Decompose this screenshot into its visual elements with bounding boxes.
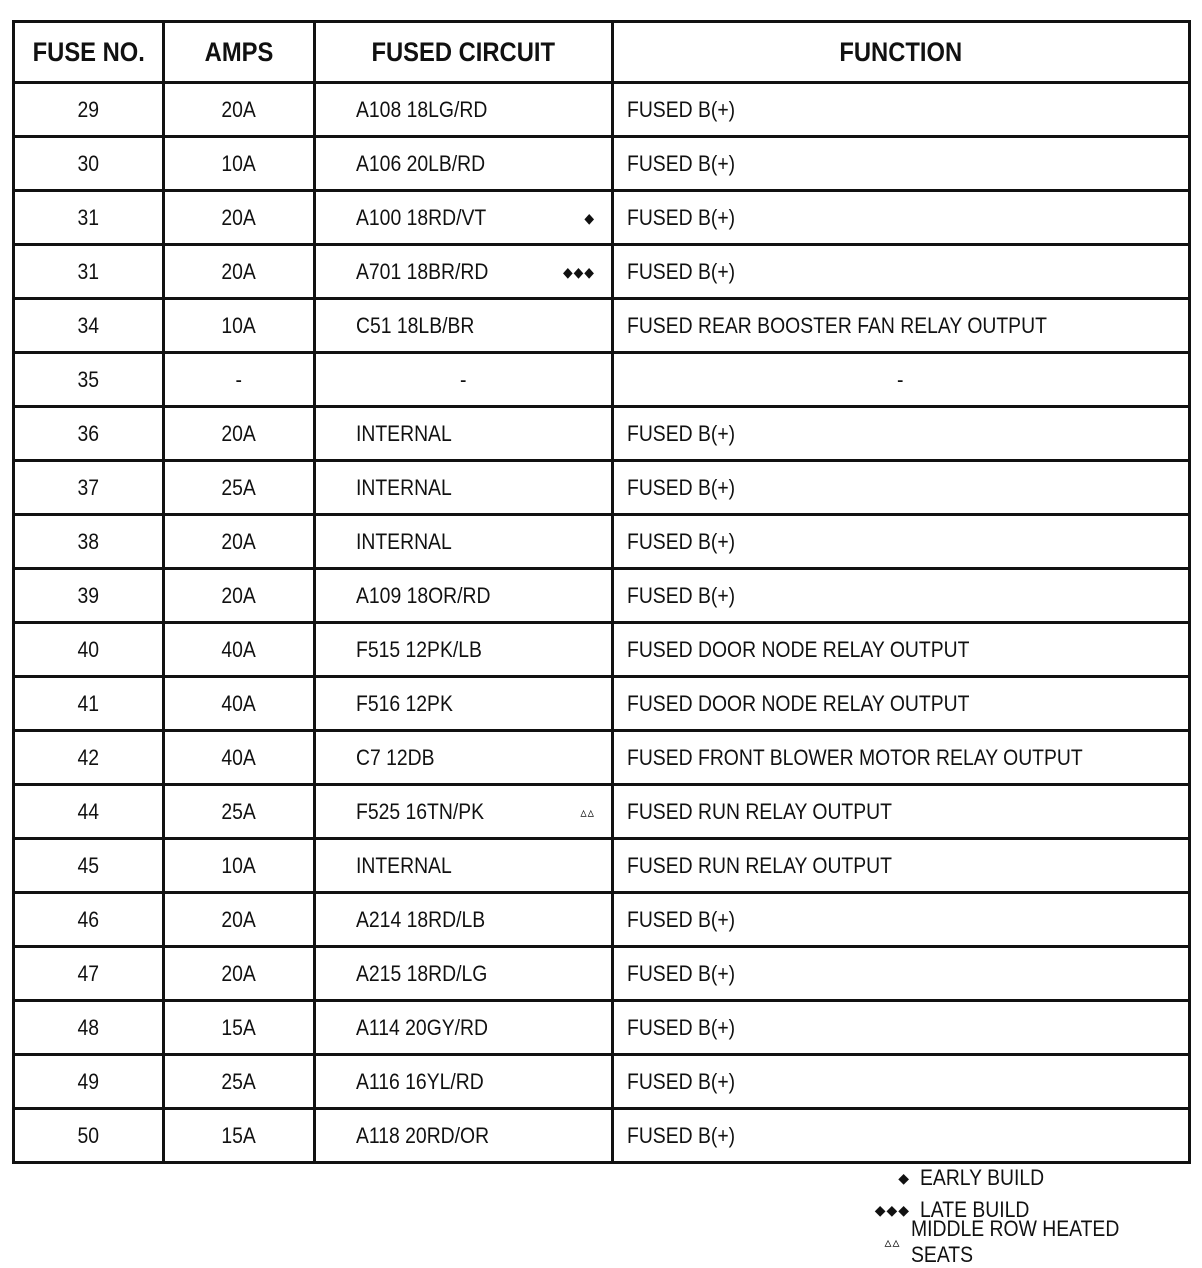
table-row xyxy=(14,677,1190,731)
fused-circuit-cell: A106 20LB/RD xyxy=(315,137,613,191)
amps-cell: - xyxy=(164,353,315,407)
function-cell: FUSED B(+) xyxy=(613,137,1190,191)
table-row xyxy=(14,1055,1190,1109)
fuse-number-cell: 42 xyxy=(14,731,164,785)
fuse-number-cell: 47 xyxy=(14,947,164,1001)
fuse-number-cell: 39 xyxy=(14,569,164,623)
legend-label: MIDDLE ROW HEATED SEATS xyxy=(910,1216,1119,1267)
legend-item xyxy=(828,1162,1188,1194)
fused-circuit-cell: A116 16YL/RD xyxy=(315,1055,613,1109)
amps-cell: 20A xyxy=(164,569,315,623)
legend-label: LATE BUILD xyxy=(920,1197,1030,1222)
amps-cell: 10A xyxy=(164,299,315,353)
build-marker-icon: ◆◆◆ xyxy=(562,263,595,280)
amps-cell: 20A xyxy=(164,407,315,461)
amps-cell: 20A xyxy=(164,947,315,1001)
function-cell: FUSED B(+) xyxy=(613,83,1190,137)
fuse-number-cell: 29 xyxy=(14,83,164,137)
function-cell: FUSED RUN RELAY OUTPUT xyxy=(613,839,1190,893)
fuse-number-cell: 49 xyxy=(14,1055,164,1109)
fused-circuit-cell: INTERNAL xyxy=(315,515,613,569)
table-row xyxy=(14,1001,1190,1055)
function-cell: FUSED FRONT BLOWER MOTOR RELAY OUTPUT xyxy=(613,731,1190,785)
legend-symbol-icon: ◆◆◆ xyxy=(874,1201,910,1218)
table-row xyxy=(14,245,1190,299)
amps-cell: 15A xyxy=(164,1001,315,1055)
amps-cell: 25A xyxy=(164,785,315,839)
fused-circuit-cell: F525 16TN/PK ▵▵ xyxy=(315,785,613,839)
function-cell: FUSED B(+) xyxy=(613,569,1190,623)
fused-circuit-cell: C51 18LB/BR xyxy=(315,299,613,353)
fused-circuit-cell: A109 18OR/RD xyxy=(315,569,613,623)
table-row xyxy=(14,1109,1190,1163)
table-row xyxy=(14,407,1190,461)
function-cell: FUSED B(+) xyxy=(613,191,1190,245)
table-row xyxy=(14,83,1190,137)
table-row xyxy=(14,623,1190,677)
amps-cell: 40A xyxy=(164,677,315,731)
build-marker-icon: ▵▵ xyxy=(580,803,595,820)
function-cell: FUSED B(+) xyxy=(613,1055,1190,1109)
header-fused-circuit: FUSED CIRCUIT xyxy=(315,22,613,83)
fuse-number-cell: 36 xyxy=(14,407,164,461)
table-row xyxy=(14,569,1190,623)
function-cell: FUSED RUN RELAY OUTPUT xyxy=(613,785,1190,839)
function-cell: FUSED B(+) xyxy=(613,461,1190,515)
fuse-number-cell: 41 xyxy=(14,677,164,731)
table-row xyxy=(14,299,1190,353)
function-cell: FUSED B(+) xyxy=(613,407,1190,461)
fused-circuit-cell: A118 20RD/OR xyxy=(315,1109,613,1163)
fused-circuit-cell: F516 12PK xyxy=(315,677,613,731)
fused-circuit-cell: A114 20GY/RD xyxy=(315,1001,613,1055)
fused-circuit-cell: C7 12DB xyxy=(315,731,613,785)
fuse-number-cell: 45 xyxy=(14,839,164,893)
function-cell: FUSED B(+) xyxy=(613,1001,1190,1055)
amps-cell: 10A xyxy=(164,839,315,893)
header-function: FUNCTION xyxy=(613,22,1190,83)
table-row xyxy=(14,785,1190,839)
function-cell: FUSED DOOR NODE RELAY OUTPUT xyxy=(613,623,1190,677)
table-row xyxy=(14,515,1190,569)
table-row xyxy=(14,839,1190,893)
fuse-number-cell: 30 xyxy=(14,137,164,191)
amps-cell: 25A xyxy=(164,1055,315,1109)
legend-label: EARLY BUILD xyxy=(920,1165,1045,1190)
table-row xyxy=(14,893,1190,947)
table-row xyxy=(14,947,1190,1001)
legend-item xyxy=(828,1216,1188,1267)
fused-circuit-cell: A215 18RD/LG xyxy=(315,947,613,1001)
fused-circuit-cell: A214 18RD/LB xyxy=(315,893,613,947)
function-cell: FUSED B(+) xyxy=(613,515,1190,569)
amps-cell: 25A xyxy=(164,461,315,515)
function-cell: - xyxy=(613,353,1190,407)
function-cell: FUSED B(+) xyxy=(613,947,1190,1001)
header-row xyxy=(14,22,1190,83)
function-cell: FUSED REAR BOOSTER FAN RELAY OUTPUT xyxy=(613,299,1190,353)
fuse-number-cell: 34 xyxy=(14,299,164,353)
amps-cell: 40A xyxy=(164,623,315,677)
fuse-number-cell: 40 xyxy=(14,623,164,677)
amps-cell: 20A xyxy=(164,191,315,245)
fuse-number-cell: 35 xyxy=(14,353,164,407)
fuse-number-cell: 31 xyxy=(14,245,164,299)
fuse-number-cell: 31 xyxy=(14,191,164,245)
fused-circuit-cell: A108 18LG/RD xyxy=(315,83,613,137)
legend xyxy=(828,1162,1188,1267)
amps-cell: 40A xyxy=(164,731,315,785)
fused-circuit-cell: A100 18RD/VT ◆ xyxy=(315,191,613,245)
fused-circuit-cell: INTERNAL xyxy=(315,839,613,893)
table-row xyxy=(14,353,1190,407)
fused-circuit-cell: F515 12PK/LB xyxy=(315,623,613,677)
table-row xyxy=(14,731,1190,785)
fuse-number-cell: 37 xyxy=(14,461,164,515)
build-marker-icon: ◆ xyxy=(584,209,595,226)
fused-circuit-cell: INTERNAL xyxy=(315,461,613,515)
function-cell: FUSED B(+) xyxy=(613,245,1190,299)
fuse-number-cell: 38 xyxy=(14,515,164,569)
function-cell: FUSED B(+) xyxy=(613,893,1190,947)
fuse-number-cell: 50 xyxy=(14,1109,164,1163)
fuse-number-cell: 46 xyxy=(14,893,164,947)
amps-cell: 10A xyxy=(164,137,315,191)
table-row xyxy=(14,191,1190,245)
header-fuse-no: FUSE NO. xyxy=(14,22,164,83)
fuse-number-cell: 48 xyxy=(14,1001,164,1055)
amps-cell: 15A xyxy=(164,1109,315,1163)
fuse-number-cell: 44 xyxy=(14,785,164,839)
function-cell: FUSED DOOR NODE RELAY OUTPUT xyxy=(613,677,1190,731)
legend-symbol-icon: ◆ xyxy=(898,1169,910,1186)
table-row xyxy=(14,137,1190,191)
amps-cell: 20A xyxy=(164,83,315,137)
fuse-table xyxy=(12,20,1191,1164)
fuse-rows xyxy=(14,83,1190,1163)
amps-cell: 20A xyxy=(164,515,315,569)
legend-symbol-icon: ▵▵ xyxy=(884,1233,901,1250)
amps-cell: 20A xyxy=(164,245,315,299)
fused-circuit-cell: A701 18BR/RD ◆◆◆ xyxy=(315,245,613,299)
amps-cell: 20A xyxy=(164,893,315,947)
function-cell: FUSED B(+) xyxy=(613,1109,1190,1163)
header-amps: AMPS xyxy=(164,22,315,83)
fused-circuit-cell: INTERNAL xyxy=(315,407,613,461)
fused-circuit-cell: - xyxy=(315,353,613,407)
table-row xyxy=(14,461,1190,515)
